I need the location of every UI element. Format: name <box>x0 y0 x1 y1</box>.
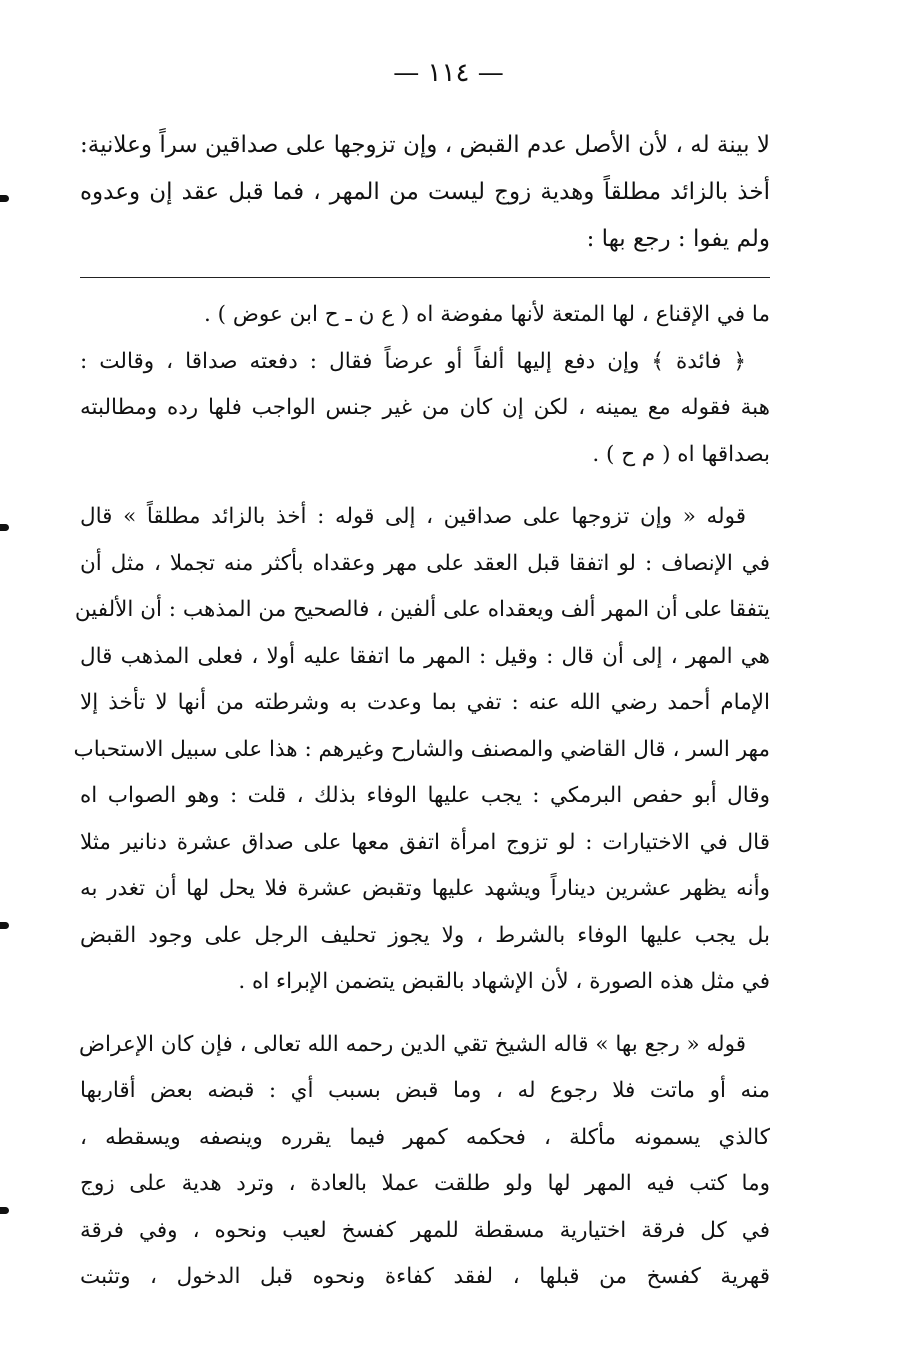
note-line: يتفقا على أن المهر ألف ويعقداه على ألفين ، فالصحيح من المذهب : أن الألفين <box>74 597 770 622</box>
note-line: هبة فقوله مع يمينه ، لكن إن كان من غير جنس الواجب فلها رده ومطالبته <box>80 395 770 420</box>
note-line: في مثل هذه الصورة ، لأن الإشهاد بالقبض يتضمن الإبراء اه . <box>238 969 770 994</box>
note-line: وما كتب فيه المهر لها ولو طلقت عملا بالعادة ، وترد هدية على زوج <box>80 1171 770 1196</box>
note-line: بل يجب عليها الوفاء بالشرط ، ولا يجوز تحليف الرجل على وجود القبض <box>80 922 770 948</box>
footnotes-block <box>73 292 770 1301</box>
note-line: قوله « وإن تزوجها على صداقين ، إلى قوله : أخذ بالزائد مطلقاً » قال <box>80 504 746 529</box>
note-line: وقال أبو حفص البرمكي : يجب عليها الوفاء بذلك ، قلت : وهو الصواب اه <box>80 783 770 808</box>
main-text-block <box>80 122 770 263</box>
note-line: قهرية كفسخ من قبلها ، لفقد كفاءة ونحوه قبل الدخول ، وتثبت <box>80 1264 770 1289</box>
main-text-line: لا بينة له ، لأن الأصل عدم القبض ، وإن تزوجها على صداقين سراً وعلانية: <box>80 132 770 158</box>
note-line: وأنه يظهر عشرين ديناراً ويشهد عليها وتقبض عشرة فلا يحل لها أن تغدر به <box>80 876 770 901</box>
note-line: كالذي يسمونه مأكلة ، فحكمه كمهر فيما يقرره وينصفه ويسقطه ، <box>80 1124 770 1150</box>
note-line: بصداقها اه ( م ح ) . <box>592 441 770 467</box>
note-line: في الإنصاف : لو اتفقا قبل العقد على مهر وعقداه بأكثر منه تجملا ، مثل أن <box>80 550 770 576</box>
page-number: — ١١٤ — <box>393 58 504 88</box>
note-line: ما في الإقناع ، لها المتعة لأنها مفوضة اه ( ع ن ـ ح ابن عوض ) . <box>203 302 770 327</box>
note-line: هي المهر ، إلى أن قال : وقيل : المهر ما اتفقا عليه أولا ، فعلى المذهب قال <box>80 643 770 669</box>
note-line: قوله « رجع بها » قاله الشيخ تقي الدين رحمه الله تعالى ، فإن كان الإعراض <box>79 1031 746 1057</box>
footnote-separator-rule <box>80 277 770 278</box>
scan-margin-mark <box>0 195 9 202</box>
note-line: مهر السر ، قال القاضي والمصنف والشارح وغيرهم : هذا على سبيل الاستحباب <box>73 736 770 762</box>
paragraph-gap <box>80 1006 770 1022</box>
note-line: قال في الاختيارات : لو تزوج امرأة اتفق معها على صداق عشرة دنانير مثلا <box>80 829 770 855</box>
note-line: ﴿ فائدة ﴾ وإن دفع إليها ألفاً أو عرضاً فقال : دفعته صداقا ، وقالت : <box>80 348 746 374</box>
main-text-line: أخذ بالزائد مطلقاً وهدية زوج ليست من المهر ، فما قبل عقد إن وعدوه <box>80 179 770 205</box>
scan-margin-mark <box>0 922 9 929</box>
scan-margin-mark <box>0 524 9 531</box>
main-text-line: ولم يفوا : رجع بها : <box>586 226 770 252</box>
note-line: منه أو ماتت فلا رجوع له ، وما قبض بسبب أي : قبضه بعض أقاربها <box>80 1078 770 1103</box>
paragraph-gap <box>80 478 770 494</box>
scan-margin-mark <box>0 1207 9 1214</box>
note-line: الإمام أحمد رضي الله عنه : تفي بما وعدت به وشرطته من أنها لا تأخذ إلا <box>80 690 770 715</box>
note-line: في كل فرقة اختيارية مسقطة للمهر كفسخ لعيب ونحوه ، وفي فرقة <box>80 1217 770 1243</box>
